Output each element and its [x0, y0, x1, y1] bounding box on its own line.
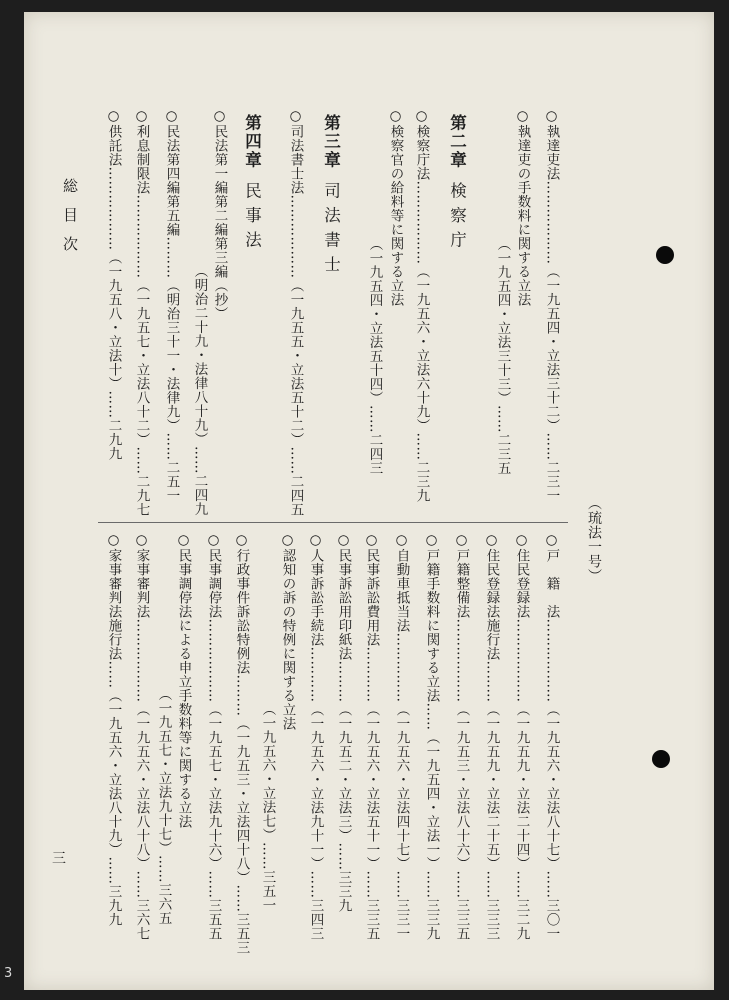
chapter-title: 民事法 [242, 181, 262, 255]
toc-entry: ○戸 籍 法………………（一九五六・立法八十七）……三〇一 [543, 532, 560, 941]
chapter-number: 第三章 [321, 114, 341, 170]
toc-entry: ○家事審判法………………（一九五六・立法八十八）……三六七 [133, 532, 150, 941]
series-label: （琉法一号） [586, 496, 602, 583]
toc-entry: ○人事訴訟手続法…………（一九五六・立法九十一）……三四三 [307, 532, 324, 941]
toc-entry: ○自動車抵当法……………（一九五六・立法四十七）……三三一 [393, 532, 410, 941]
toc-entry: ○検察庁法………………（一九五六・立法六十九）……二三九 [413, 108, 430, 503]
toc-entry: ○司法書士法………………（一九五五・立法五十二）……二四五 [287, 108, 304, 517]
toc-entry: ○民法第四編第五編………（明治三十一・法律九）……二五一 [163, 108, 180, 503]
chapter-title: 検察庁 [447, 181, 467, 255]
toc-entry: ○民事訴訟用印紙法………（一九五二・立法三）……三三九 [335, 532, 352, 913]
toc-entry: ○執達吏の手数料に関する立法 [514, 108, 531, 307]
toc-entry: ○検察官の給料等に関する立法 [387, 108, 404, 307]
chapter-title: 司法書士 [321, 181, 341, 280]
chapter-heading [322, 114, 339, 280]
contents-title: 総目次 [61, 178, 79, 265]
chapter-number: 第二章 [447, 114, 467, 170]
chapter-number: 第四章 [242, 114, 262, 170]
toc-entry: ○家事審判法施行法……（一九五六・立法八十九）……三九九 [105, 532, 122, 927]
toc-entry: ○供託法………………（一九五八・立法十）……二九九 [105, 108, 122, 461]
toc-entry: ○利息制限法………………（一九五七・立法八十二）……二九七 [133, 108, 150, 517]
chapter-heading [448, 114, 465, 255]
toc-entry: （一九五四・立法五十四）……二四三 [366, 237, 383, 475]
binder-hole-top [656, 246, 674, 264]
toc-entry: ○認知の訴の特例に関する立法 [279, 532, 296, 731]
toc-entry: ○住民登録法………………（一九五九・立法二十四）……三二九 [513, 532, 530, 941]
toc-entry: （一九五六・立法七）……三五一 [259, 702, 276, 912]
toc-entry: ○行政事件訴訟特例法………（一九五三・立法四十八）……三五三 [233, 532, 250, 955]
binder-hole-bottom [652, 750, 670, 768]
toc-entry: ○民事調停法による申立手数料等に関する立法 [175, 532, 192, 829]
toc-entry: （明治二十九・法律八十九）……二四九 [191, 264, 208, 516]
section-divider [98, 522, 568, 523]
toc-entry: ○民法第一編第二編第三編（抄） [211, 108, 228, 321]
toc-entry: （一九五七・立法九十七）……三六五 [155, 687, 172, 925]
toc-entry: ○執達吏法………………（一九五四・立法三十二）……二三一 [543, 108, 560, 503]
document-page [24, 12, 714, 990]
toc-entry: ○戸籍整備法………………（一九五三・立法八十六）……三三五 [453, 532, 470, 941]
toc-entry: （一九五四・立法三十三）……二三五 [494, 237, 511, 475]
chapter-heading [243, 114, 260, 255]
toc-entry: ○住民登録法施行法………（一九五九・立法二十五）……三三三 [483, 532, 500, 941]
toc-entry: ○民事調停法………………（一九五七・立法九十六）……三五五 [205, 532, 222, 941]
toc-entry: ○民事訴訟費用法…………（一九五六・立法五十一）……三三五 [363, 532, 380, 941]
corner-mark: 3 [4, 966, 13, 981]
toc-entry: ○戸籍手数料に関する立法……（一九五四・立法一）……三三九 [423, 532, 440, 941]
page-number: 三 [52, 851, 66, 867]
